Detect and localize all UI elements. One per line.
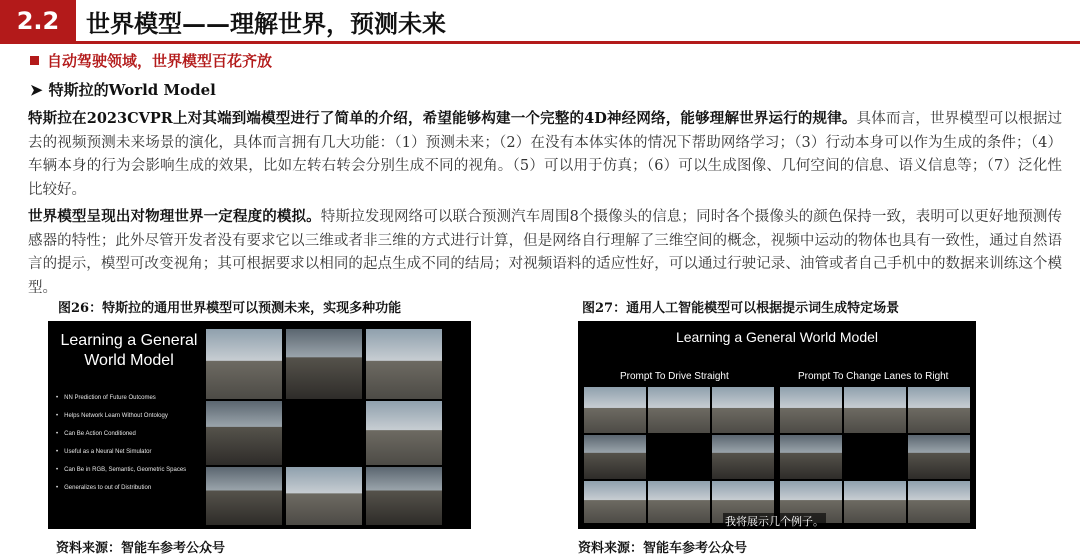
figure-27-image bbox=[578, 321, 976, 529]
figure-26-caption: 图26：特斯拉的通用世界模型可以预测未来，实现多种功能 bbox=[58, 301, 402, 316]
camera-frame-tile bbox=[584, 481, 646, 523]
camera-frame-tile bbox=[584, 387, 646, 433]
camera-frame-tile bbox=[780, 435, 842, 479]
camera-frame-tile bbox=[286, 467, 362, 525]
empty-frame bbox=[844, 435, 906, 479]
camera-frame-tile bbox=[780, 387, 842, 433]
figure-26-bullet: • Generalizes to out of Distribution bbox=[56, 485, 151, 491]
camera-frame-tile bbox=[286, 329, 362, 399]
figure-26-bullet: • NN Prediction of Future Outcomes bbox=[56, 395, 156, 401]
figure-27-image-title: Learning a General World Model bbox=[675, 329, 879, 345]
empty-frame bbox=[648, 435, 710, 479]
page-header bbox=[0, 0, 1080, 42]
figure-26-bullet: • Can Be Action Conditioned bbox=[56, 431, 136, 437]
header-divider bbox=[0, 41, 1080, 44]
camera-frame-tile bbox=[206, 467, 282, 525]
paragraph-2-lead: 世界模型呈现出对物理世界一定程度的模拟。 bbox=[28, 208, 321, 225]
section-heading bbox=[30, 50, 272, 71]
subsection-heading bbox=[30, 79, 216, 100]
paragraph-2 bbox=[28, 205, 1062, 300]
camera-frame-tile bbox=[908, 387, 970, 433]
figure-26-source: 资料来源：智能车参考公众号 bbox=[56, 541, 226, 556]
prompt-right-label: Prompt To Change Lanes to Right bbox=[798, 371, 949, 382]
camera-frame-tile bbox=[366, 329, 442, 399]
figure-26-bullet: • Helps Network Learn Without Ontology bbox=[56, 413, 168, 419]
paragraph-1-body: 具体而言，世界模型可以根据过去的视频预测未来场景的演化，具体而言拥有几大功能：（1）预测未来；（2）在没有本体实体的情况下帮助网络学习；（3）行动本身可以作为生成的条件；（4）车辆本身的行为会影响生成的效果，比如左转右转会分别生成不同的视角。（5）可以用于仿真；（6）可以生成图像、几何空间的信息、语义信息等；（7）泛化性比较好。 bbox=[28, 111, 1063, 198]
camera-frame-tile bbox=[366, 401, 442, 465]
camera-frame-tile bbox=[844, 387, 906, 433]
subsection-heading-text: 特斯拉的World Model bbox=[48, 81, 216, 99]
camera-frame-tile bbox=[648, 481, 710, 523]
prompt-left-label: Prompt To Drive Straight bbox=[620, 371, 729, 382]
arrow-bullet-icon: ➤ bbox=[30, 81, 43, 99]
camera-frame-tile bbox=[206, 401, 282, 465]
camera-frame-tile bbox=[366, 467, 442, 525]
camera-frame-tile bbox=[712, 387, 774, 433]
camera-frame-tile bbox=[206, 329, 282, 399]
video-subtitle: 我将展示几个例子。 bbox=[725, 515, 824, 528]
paragraph-1 bbox=[28, 107, 1062, 202]
figure-26-bullet: • Can Be in RGB, Semantic, Geometric Spaces bbox=[56, 467, 186, 473]
paragraph-1-lead: 特斯拉在2023CVPR上对其端到端模型进行了简单的介绍，希望能够构建一个完整的4D神经网络，能够理解世界运行的规律。 bbox=[28, 110, 857, 127]
page-title: 世界模型——理解世界，预测未来 bbox=[86, 9, 446, 38]
figure-26-bullet: • Useful as a Neural Net Simulator bbox=[56, 449, 151, 455]
figure-27-source: 资料来源：智能车参考公众号 bbox=[578, 541, 748, 556]
camera-frame-tile bbox=[908, 481, 970, 523]
paragraph-2-body: 特斯拉发现网络可以联合预测汽车周围8个摄像头的信息；同时各个摄像头的颜色保持一致，表明可以更好地预测传感器的特性；此外尽管开发者没有要求它以三维或者非三维的方式进行计算，但是网络自行理解了三维空间的概念，视频中运动的物体也具有一致性，通过自然语言的提示，模型可改变视角；其可根据要求以相同的起点生成不同的结局；对视频语料的适应性好，可以通过行驶记录、油管或者自己手机中的数据来训练这个模型。 bbox=[28, 209, 1062, 296]
figure-26-image bbox=[48, 321, 471, 529]
square-bullet-icon bbox=[30, 56, 39, 65]
camera-frame-tile bbox=[844, 481, 906, 523]
camera-frame-tile bbox=[648, 387, 710, 433]
camera-frame-tile bbox=[584, 435, 646, 479]
section-heading-text: 自动驾驶领域，世界模型百花齐放 bbox=[47, 52, 273, 70]
camera-frame-tile bbox=[908, 435, 970, 479]
section-number-badge: 2.2 bbox=[0, 0, 76, 42]
figure-27-caption: 图27：通用人工智能模型可以根据提示词生成特定场景 bbox=[582, 301, 900, 316]
empty-frame bbox=[286, 401, 362, 465]
camera-frame-tile bbox=[712, 435, 774, 479]
figure-26-image-title: Learning a General World Model bbox=[60, 332, 198, 369]
